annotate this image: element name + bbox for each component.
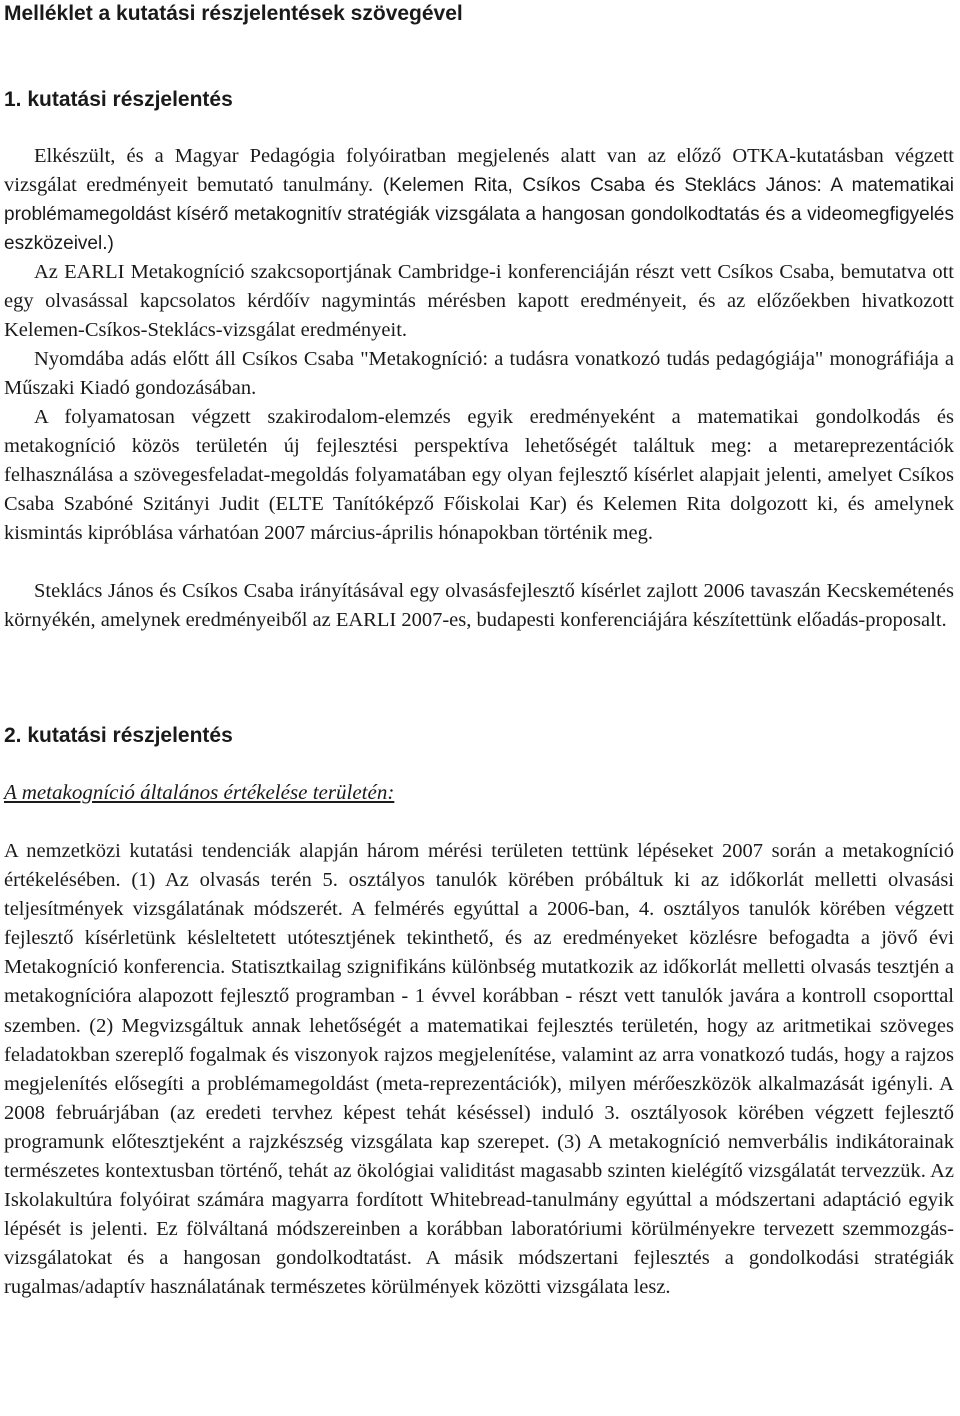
section1-paragraph-1 — [4, 142, 954, 258]
section1-paragraph-4: A folyamatosan végzett szakirodalom-elemzés egyik eredményeként a matematikai gondolkodás és metakogníció közös területén új fejlesztési perspektíva lehetőségét találtuk meg: a metareprezentációk felhasználása a szövegesfeladat-megoldás folyamatában egy olyan fejlesztő kísérlet alapjait jelenti, amelyet Csíkos Csaba Szabóné Szitányi Judit (ELTE Tanítóképző Főiskolai Kar) és Kelemen Rita dolgozott ki, és amelynek kismintás kipróblása várhatóan 2007 március-április hónapokban történik meg. — [4, 406, 954, 545]
section2-paragraph-1: A nemzetközi kutatási tendenciák alapján három mérési területen tettünk lépéseket 2007 során a metakogníció értékelésében. (1) Az olvasás terén 5. osztályos tanulók körében próbáltuk ki az időkorlát melletti olvasási teljesítmények vizsgálatának módszerét. A felmérés egyúttal a 2006-ban, 4. osztályos tanulók körében végzett fejlesztő kísérletünk késleltetett utótesztjének tekinthető, és az eredményeket közlésre befogadta a jövő évi Metakogníció konferencia. Statisztkailag szignifikáns különbség mutatkozik az időkorlát melletti olvasás tesztjén a metakognícióra alapozott fejlesztő programban - 1 évvel korábban - részt vett tanulók javára a kontroll csoporttal szemben. (2) Megvizsgáltuk annak lehetőségét a matematikai fejlesztés területén, hogy az aritmetikai szöveges feladatokban szereplő fogalmak és viszonyok rajzos megjelenítése, valamint az arra vonatkozó tudás, hogy a rajzos megjelenítés elősegíti a problémamegoldást (meta-reprezentációk), milyen mérőeszközök alkalmazását igényli. A 2008 februárjában (az eredeti tervhez képest tehát késéssel) induló 3. osztályosok körében végzett fejlesztő programunk előtesztjeként a rajzkészség vizsgálata kap szerepet. (3) A metakogníció nemverbális indikátorainak természetes kontextusban történő, tehát az ökológiai validitást magasabb szinten kielégítő vizsgálatát tervezzük. Az Iskolakultúra folyóirat számára magyarra fordított Whitebread-tanulmány egyúttal a módszertani adaptáció egyik lépését is jelenti. Ez fölváltaná módszereinben a korábban laboratóriumi körülményekre tervezett szemmozgás- vizsgálatokat és a hangosan gondolkodtatást. A másik módszertani fejlesztés a gondolkodási stratégiák rugalmas/adaptív használatának természetes körülmények közötti vizsgálata lesz. — [4, 840, 954, 1299]
section1-paragraph-3: Nyomdába adás előtt áll Csíkos Csaba "Metakogníció: a tudásra vonatkozó tudás pedagógiája" monográfiája a Műszaki Kiadó gondozásában. — [4, 348, 954, 400]
section1-paragraph-1-citation: (Kelemen Rita, Csíkos Csaba és Steklács János: A matematikai problémamegoldást kísérő metakognitív stratégiák vizsgálata a hangosan gondolkodtatás és a videomegfigyelés eszközeivel.) — [4, 175, 954, 255]
section2-subheading: A metakogníció általános értékelése területén: — [4, 780, 395, 804]
section1-paragraph-2: Az EARLI Metakogníció szakcsoportjának Cambridge-i konferenciáján részt vett Csíkos Csaba, bemutatva ott egy olvasással kapcsolatos kérdőív nagymintás mérésben kapott eredményeit, és az előzőekben hivatkozott Kelemen-Csíkos-Steklács-vizsgálat eredményeit. — [4, 261, 954, 342]
document-title: Melléklet a kutatási részjelentések szövegével — [4, 2, 463, 25]
section1-paragraph-5: Steklács János és Csíkos Csaba irányításával egy olvasásfejlesztő kísérlet zajlott 2006 tavaszán Kecskemétenés környékén, amelynek eredményeiből az EARLI 2007-es, budapesti konferenciájára készítettünk előadás-proposalt. — [4, 580, 954, 632]
section1-heading: 1. kutatási részjelentés — [4, 88, 233, 111]
section1-paragraph-1-text: Elkészült, és a Magyar Pedagógia folyóiratban megjelenés alatt van az előző OTKA-kutatásban végzett vizsgálat eredményeit bemutató tanulmány. — [4, 145, 954, 197]
section2-heading: 2. kutatási részjelentés — [4, 724, 233, 747]
